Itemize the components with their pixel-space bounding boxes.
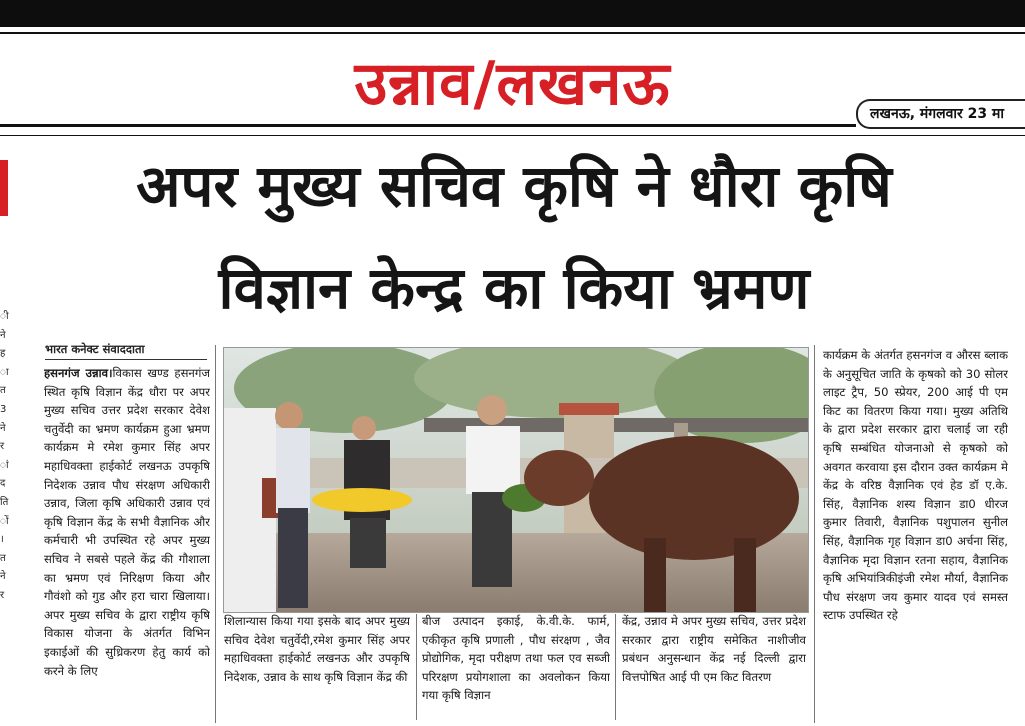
headline-line-2: विज्ञान केन्द्र का किया भ्रमण	[218, 254, 810, 322]
column-separator	[814, 345, 815, 723]
left-edge-strip	[0, 160, 12, 720]
article-column-3: बीज उत्पादन इकाई, के.वी.के. फार्म, एकीकृत कृषि प्रणाली , पौध संरक्षण , जैव प्रोद्योगिक, मृदा परीक्षण तथा फल एव सब्जी परिरक्षण प्रयोगशाला का अवलोकन किया गया कृषि विज्ञान	[422, 614, 610, 703]
edge-text-fragment: ी	[0, 311, 9, 322]
top-black-bar	[0, 0, 1025, 27]
byline: भारत कनेक्ट संवाददाता	[45, 342, 207, 360]
edge-text-fragment: ने	[0, 329, 6, 341]
news-photo	[223, 347, 809, 613]
column-separator	[615, 614, 616, 720]
article-column-5: कार्यक्रम के अंतर्गत हसनगंज व औरस ब्लाक के अनुसूचित जाति के कृषको को 30 सोलर लाइट ट्रैप, 50 स्प्रेयर, 200 आई पी एम किट का वितरण किया गया। मुख्य अतिथि के द्वारा प्रदेश सरकार द्वारा चलाई जा रही कृषि सम्बंधित योजनाओ से कृषको को अवगत करवाया इस दौरान उक्त कार्यक्रम मे केंद्र के वरिष्ठ वैज्ञानिक एवं हेड डॉ ए.के. सिंह, वैज्ञानिक शस्य विज्ञान डा0 धीरज कुमार तिवारी, वैज्ञानिक पशुपालन सुनील सिंह, वैज्ञानिक गृह विज्ञान डा0 अर्चना सिंह, वैज्ञानिक मृदा विज्ञान रतना सहाय, वैज्ञानिक कृषि अभियांत्रिकीइंजी रमेश मौर्या, वैज्ञानिक पौध संरक्षण जय कुमार यादव एवं समस्त स्टाफ उपस्थित रहे	[823, 348, 1008, 623]
edge-text-fragment: ने	[0, 571, 6, 583]
edge-text-fragment: ों	[0, 515, 9, 527]
edge-text-fragment: ह	[0, 348, 6, 360]
column-separator	[215, 345, 216, 723]
article-column-2: शिलान्यास किया गया इसके बाद अपर मुख्य सचिव देवेश चतुर्वेदी,रमेश कुमार सिंह अपर महाधिवक्ता हाईकोर्ट लखनऊ और उपकृषि निदेशक, उन्नाव के साथ कृषि विज्ञान केंद्र की	[224, 614, 410, 684]
headline-top-rule	[0, 135, 1025, 136]
edge-text-fragment: र	[0, 590, 5, 601]
article-column-4: केंद्र, उन्नाव मे अपर मुख्य सचिव, उत्तर प्रदेश सरकार द्वारा राष्ट्रीय समेकित नाशीजीव प्रबंधन अनुसन्धान केंद्र नई दिल्ली द्वारा वित्तपोषित आई पी एम किट वितरण	[622, 614, 806, 684]
edge-text-fragment: 3	[0, 404, 7, 415]
edge-text-fragment: ति	[0, 497, 9, 508]
edge-text-fragment: ने	[0, 422, 6, 434]
edge-text-fragment: र	[0, 441, 5, 453]
section-rule	[0, 124, 856, 127]
article-column-1	[44, 364, 210, 724]
edge-text-fragment: ा	[0, 366, 9, 378]
column-separator	[416, 614, 417, 720]
column-1-text: विकास खण्ड हसनगंज स्थित कृषि विज्ञान केंद्र धौरा पर अपर मुख्य सचिव उत्तर प्रदेश सरकार देवेश चतुर्वेदी का भ्रमण कार्यक्रम हुआ भ्रमण कार्यक्रम मे रमेश कुमार सिंह अपर महाधिवक्ता हाईकोर्ट लखनऊ उपकृषि निदेशक उन्नाव पौध संरक्षण अधिकारी उन्नाव, जिला कृषि अधिकारी उन्नाव एवं कृषि विज्ञान केंद्र के सभी वैज्ञानिक और कर्मचारी भी उपस्थित रहे अपर मुख्य सचिव ने सबसे पहले केंद्र की गौशाला का भ्रमण एवं निरिक्षण किया और गौवंशो को गुड और हरा चारा खिलाया। अपर मुख्य सचिव के द्वारा राष्ट्रीय कृषि विकास योजना के अंतर्गत विभिन इकाईओं की सुध्रिकरण हेतु कार्य को करने के लिए	[44, 366, 210, 678]
edge-text-fragment: त	[0, 385, 6, 397]
headline-line-1: अपर मुख्य सचिव कृषि ने धौरा कृषि	[136, 152, 892, 220]
left-red-block	[0, 160, 8, 216]
dateline: लखनऊ, मंगलवार 23 मा	[856, 99, 1025, 129]
edge-text-fragment: द	[0, 478, 6, 490]
edge-text-fragment: ां	[0, 459, 9, 471]
edge-text-fragment: ।	[0, 534, 4, 546]
dateline-lead: हसनगंज उन्नाव।	[44, 366, 113, 380]
masthead-rule	[0, 32, 1025, 34]
edge-text-fragment: त	[0, 552, 6, 564]
right-edge-strip	[1016, 290, 1025, 720]
section-title: उन्नाव/लखनऊ	[354, 49, 671, 119]
